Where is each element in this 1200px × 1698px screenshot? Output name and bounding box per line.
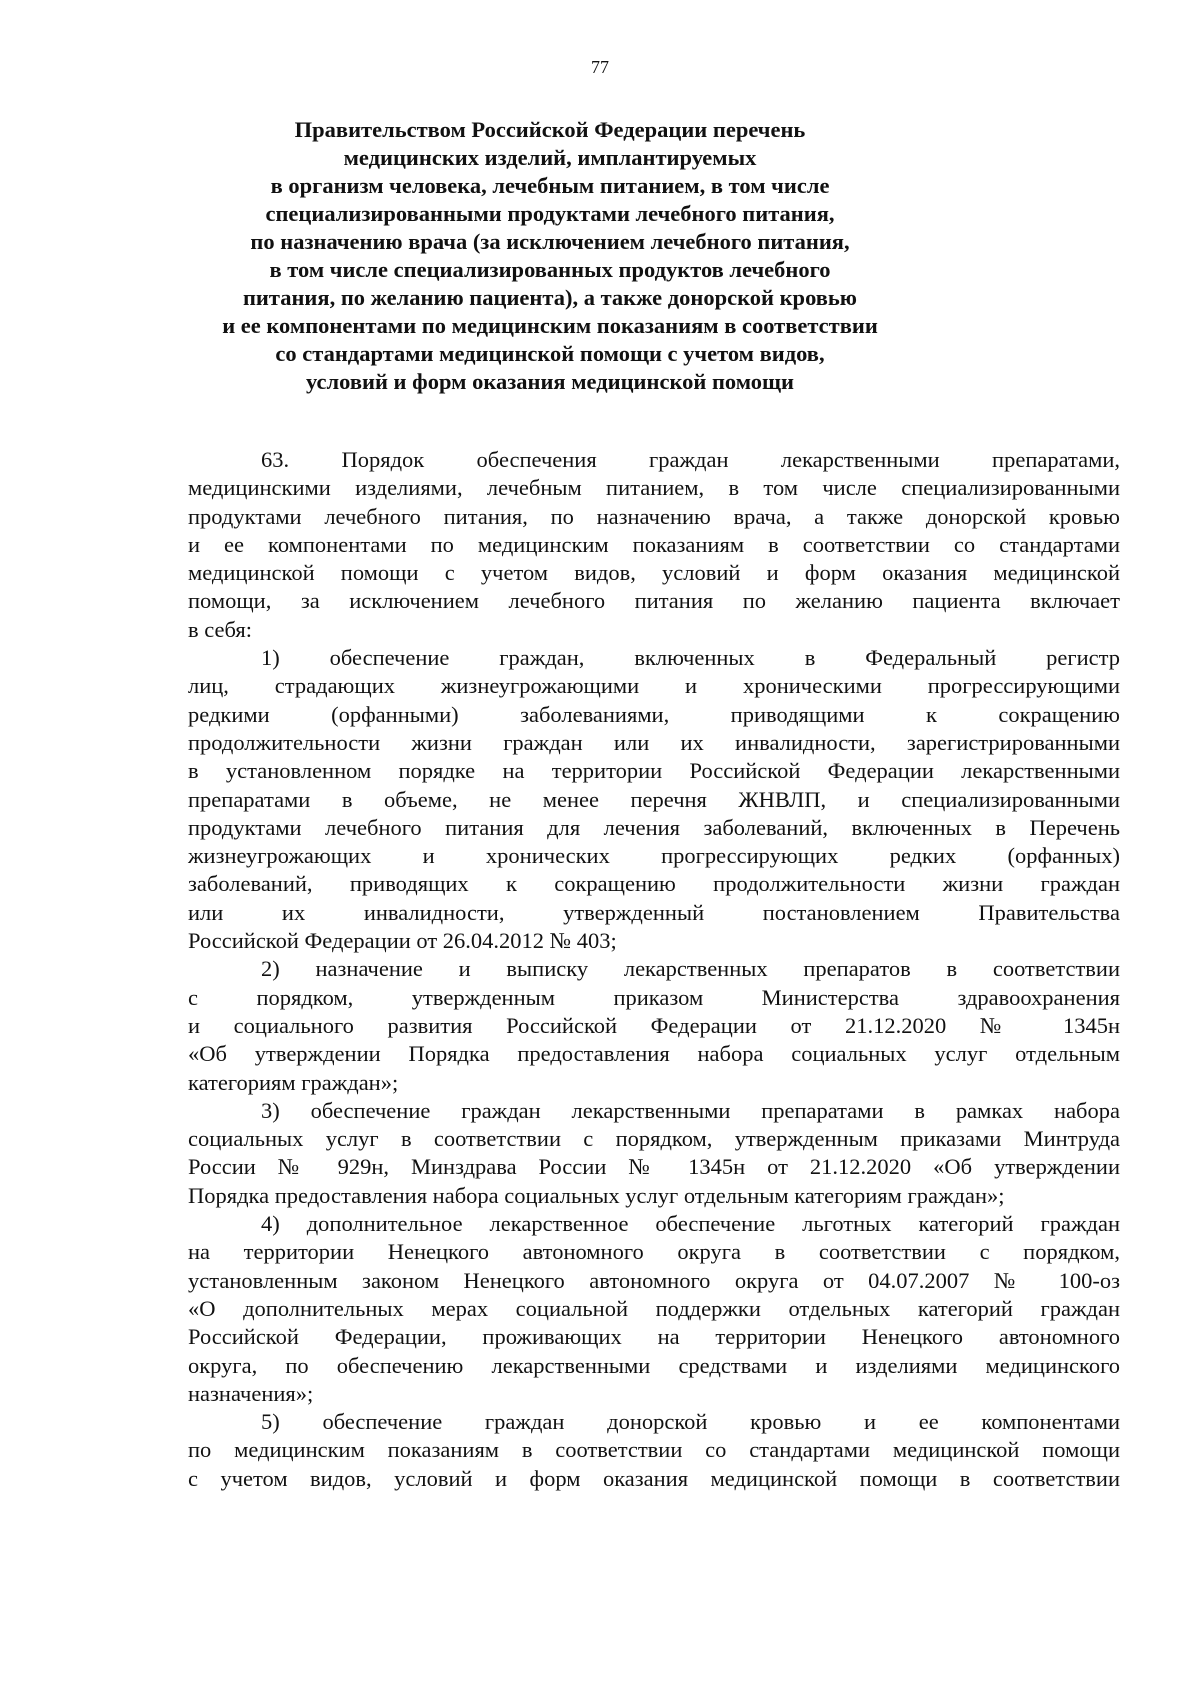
text-line: категориям граждан»; [188, 1069, 399, 1095]
text-line: медицинской помощи с учетом видов, условий и форм оказания медицинской [188, 560, 1120, 586]
text-line: округа, по обеспечению лекарственными средствами и изделиями медицинского [188, 1352, 1120, 1378]
text-line: 1) обеспечение граждан, включенных в Федеральный регистр [261, 645, 1120, 671]
text-line: лиц, страдающих жизнеугрожающими и хроническими прогрессирующими [188, 673, 1120, 699]
text-line: 63. Порядок обеспечения граждан лекарственными препаратами, [261, 447, 1120, 472]
heading-line: медицинских изделий, имплантируемых [343, 145, 757, 170]
heading-line: питания, по желанию пациента), а также донорской кровью [242, 285, 858, 310]
list-item-2 [188, 955, 1120, 1096]
document-body [188, 446, 1120, 1493]
text-line: заболеваний, приводящих к сокращению продолжительности жизни граждан [188, 871, 1120, 897]
list-item-4 [188, 1210, 1120, 1408]
text-line: продолжительности жизни граждан или их инвалидности, зарегистрированными [188, 729, 1120, 755]
text-line: 3) обеспечение граждан лекарственными препаратами в рамках набора [261, 1097, 1120, 1123]
text-line: России № 929н, Минздрава России № 1345н от 21.12.2020 «Об утверждении [188, 1154, 1120, 1180]
text-line: 2) назначение и выписку лекарственных препаратов в соответствии [261, 956, 1120, 982]
text-line: 4) дополнительное лекарственное обеспечение льготных категорий граждан [261, 1211, 1120, 1237]
heading-line: специализированными продуктами лечебного питания, [265, 201, 835, 226]
page-number: 77 [591, 57, 609, 77]
text-line: и социального развития Российской Федерации от 21.12.2020 № 1345н [188, 1012, 1120, 1038]
text-line: с порядком, утвержденным приказом Министерства здравоохранения [188, 984, 1120, 1010]
list-item-1 [188, 644, 1120, 955]
heading-line: и ее компонентами по медицинским показаниям в соответствии [222, 313, 878, 338]
text-line: продуктами лечебного питания для лечения заболеваний, включенных в Перечень [188, 814, 1120, 840]
text-line: жизнеугрожающих и хронических прогрессирующих редких (орфанных) [188, 843, 1120, 869]
heading-line: Правительством Российской Федерации перечень [294, 117, 806, 142]
text-line: назначения»; [188, 1380, 314, 1406]
text-line: с учетом видов, условий и форм оказания медицинской помощи в соответствии [188, 1465, 1120, 1491]
list-item-5 [188, 1408, 1120, 1493]
text-line: Российской Федерации от 26.04.2012 № 403; [188, 928, 617, 954]
text-line: социальных услуг в соответствии с порядком, утвержденным приказами Минтруда [188, 1126, 1120, 1152]
heading-line: по назначению врача (за исключением лечебного питания, [250, 229, 850, 254]
text-line: на территории Ненецкого автономного округа в соответствии с порядком, [188, 1239, 1120, 1265]
text-line: Российской Федерации, проживающих на территории Ненецкого автономного [188, 1324, 1120, 1350]
text-line: медицинскими изделиями, лечебным питанием, в том числе специализированными [188, 475, 1120, 501]
text-line: помощи, за исключением лечебного питания по желанию пациента включает [188, 588, 1120, 614]
heading-line: со стандартами медицинской помощи с учетом видов, [275, 341, 825, 366]
text-line: по медицинским показаниям в соответствии со стандартами медицинской помощи [188, 1437, 1120, 1463]
text-line: продуктами лечебного питания, по назначению врача, а также донорской кровью [188, 503, 1120, 529]
paragraph-63 [188, 446, 1120, 644]
text-line: и ее компонентами по медицинским показаниям в соответствии со стандартами [188, 531, 1120, 557]
text-line: установленным законом Ненецкого автономного округа от 04.07.2007 № 100-оз [188, 1267, 1120, 1293]
text-line: или их инвалидности, утвержденный постановлением Правительства [188, 899, 1120, 925]
heading-line: в организм человека, лечебным питанием, в том числе [270, 173, 830, 198]
text-line: редкими (орфанными) заболеваниями, приводящими к сокращению [188, 701, 1120, 727]
text-line: в установленном порядке на территории Российской Федерации лекарственными [188, 758, 1120, 784]
text-line: «О дополнительных мерах социальной поддержки отдельных категорий граждан [188, 1295, 1120, 1321]
section-heading [200, 116, 900, 396]
text-line: препаратами в объеме, не менее перечня ЖНВЛП, и специализированными [188, 786, 1120, 812]
text-line: Порядка предоставления набора социальных услуг отдельным категориям граждан»; [188, 1182, 1005, 1208]
heading-line: условий и форм оказания медицинской помощи [305, 369, 794, 394]
list-item-3 [188, 1097, 1120, 1210]
heading-line: в том числе специализированных продуктов лечебного [269, 257, 831, 282]
text-line: в себя: [188, 616, 252, 642]
text-line: «Об утверждении Порядка предоставления набора социальных услуг отдельным [188, 1041, 1120, 1067]
text-line: 5) обеспечение граждан донорской кровью и ее компонентами [261, 1409, 1120, 1435]
